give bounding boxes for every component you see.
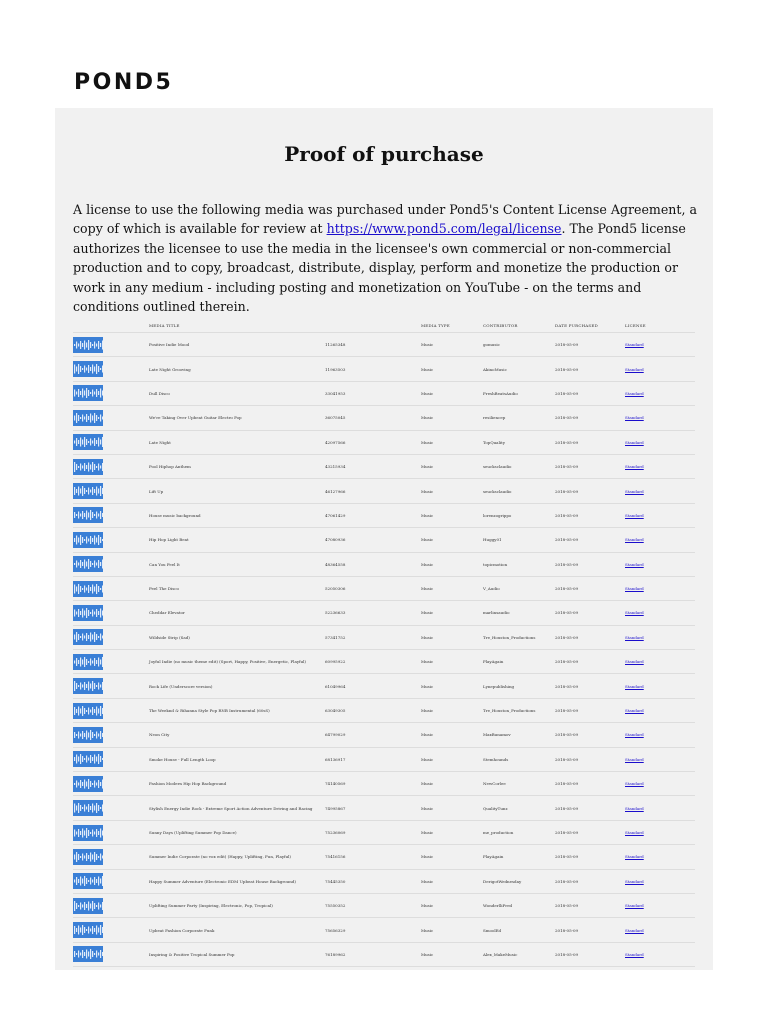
media-id-cell: 68136917 (325, 756, 346, 762)
media-title-cell: Fashion Modern Hip Hop Background (149, 781, 227, 787)
license-link[interactable]: Standard (625, 732, 644, 738)
contributor-cell: Stemhounds (483, 756, 509, 762)
license-link[interactable]: Standard (625, 903, 644, 909)
media-type-cell: Music (421, 586, 434, 592)
media-id-cell: 57341752 (325, 634, 346, 640)
table-row (73, 723, 695, 747)
media-type-cell: Music (421, 854, 434, 860)
date-purchased-cell: 2018-05-09 (555, 756, 579, 762)
table-row (73, 601, 695, 625)
date-purchased-cell: 2018-05-09 (555, 830, 579, 835)
media-title-cell: The Weeknd & Rihanna Style Pop RNB Instrumental (60sS) (149, 708, 270, 714)
date-purchased-cell: 2018-05-09 (555, 342, 579, 348)
contributor-cell: PlayAgain (483, 854, 504, 860)
date-purchased-cell: 2018-05-09 (555, 708, 579, 714)
table-row (73, 772, 695, 796)
media-id-cell: 52050306 (325, 586, 346, 592)
date-purchased-cell: 2018-05-09 (555, 464, 579, 470)
contributor-cell: seucksclaudio (483, 488, 512, 494)
table-row (73, 406, 695, 430)
contributor-cell: lorenzogrippo (483, 512, 512, 518)
contributor-cell: Lynepublishing (483, 683, 515, 689)
media-id-cell: 63049305 (325, 708, 346, 714)
waveform-thumbnail-icon[interactable] (73, 459, 103, 475)
media-id-cell: 74140569 (325, 781, 346, 787)
media-title-cell: Can You Feel It (149, 561, 180, 567)
media-title-cell: Stylish Energy Indie Rock - Extreme Sport Action Adventure Driving and Racing (149, 805, 313, 811)
waveform-thumbnail-icon[interactable] (73, 605, 103, 621)
media-type-cell: Music (421, 951, 434, 957)
date-purchased-cell: 2018-05-09 (555, 781, 579, 787)
media-type-cell: Music (421, 366, 434, 372)
thumbnail-cell (73, 942, 149, 966)
media-title-cell: Pool Hiphop Anthem (149, 464, 191, 470)
purchase-table (73, 318, 695, 967)
media-type-cell: Music (421, 683, 434, 689)
media-id-cell: 47080936 (325, 537, 346, 543)
table-row (73, 576, 695, 600)
date-purchased-cell: 2018-05-09 (555, 927, 579, 933)
media-title-cell: Joyful Indie (no music theme edit) (Sport, Happy, Positive, Energetic, Playful) (149, 659, 306, 665)
thumbnail-cell (73, 820, 149, 844)
table-row (73, 869, 695, 893)
license-link[interactable]: Standard (625, 537, 644, 543)
contributor-cell: NewCorlee (483, 781, 506, 787)
media-title-cell: Dull Disco (149, 390, 170, 396)
thumbnail-cell (73, 503, 149, 527)
contributor-cell: Alex_MakeMusic (483, 951, 518, 957)
media-type-cell: Music (421, 342, 434, 348)
media-type-cell: Music (421, 464, 434, 470)
media-id-cell: 76189962 (325, 951, 346, 957)
waveform-thumbnail-icon[interactable] (73, 410, 103, 426)
thumbnail-cell (73, 381, 149, 405)
media-type-cell: Music (421, 927, 434, 933)
header-license: LICENSE (625, 318, 695, 333)
waveform-thumbnail-icon[interactable] (73, 825, 103, 841)
media-type-cell: Music (421, 781, 434, 787)
table-row (73, 650, 695, 674)
table-row (73, 893, 695, 917)
waveform-thumbnail-icon[interactable] (73, 361, 103, 377)
contributor-cell: topicmotion (483, 561, 508, 567)
date-purchased-cell: 2018-05-09 (555, 586, 579, 592)
license-link[interactable]: Standard (625, 464, 644, 470)
thumbnail-cell (73, 430, 149, 454)
license-link[interactable]: Standard (625, 878, 644, 884)
thumbnail-cell (73, 454, 149, 478)
waveform-thumbnail-icon[interactable] (73, 727, 103, 743)
media-type-cell: Music (421, 537, 434, 543)
thumbnail-cell (73, 723, 149, 747)
contributor-cell: MaxBunamov (483, 732, 511, 738)
header-media-title: MEDIA TITLE (149, 318, 325, 333)
contributor-cell: WonderlliFred (483, 903, 513, 909)
media-type-cell: Music (421, 756, 434, 762)
waveform-thumbnail-icon[interactable] (73, 385, 103, 401)
contributor-cell: FreshBeatsAudio (483, 390, 518, 396)
license-link[interactable]: Standard (625, 854, 644, 860)
contributor-cell: Huggy01 (483, 537, 502, 543)
waveform-thumbnail-icon[interactable] (73, 507, 103, 523)
media-title-cell: Sunny Days (Uplifting Summer Pop Dance) (149, 830, 237, 835)
contributor-cell: QualityTunz (483, 805, 508, 811)
media-id-cell: 11265348 (325, 342, 346, 348)
license-link[interactable]: Standard (625, 634, 644, 640)
media-title-cell: Inspiring & Positive Tropical Summer Pop (149, 951, 235, 957)
license-link[interactable]: Standard (625, 927, 644, 933)
contributor-cell: resiliencep (483, 415, 506, 421)
contributor-cell: PlayAgain (483, 659, 504, 665)
license-link[interactable]: Standard (625, 512, 644, 518)
table-header-row (73, 318, 695, 333)
thumbnail-cell (73, 528, 149, 552)
media-title-cell: Lift Up (149, 488, 164, 494)
media-title-cell: Rock Life (Underscore version) (149, 683, 213, 689)
media-type-cell: Music (421, 415, 434, 421)
media-id-cell: 61049964 (325, 683, 346, 689)
media-title-cell: Late Night Grooving (149, 366, 191, 372)
media-type-cell: Music (421, 830, 434, 835)
table-row (73, 454, 695, 478)
media-id-cell: 48364558 (325, 561, 346, 567)
contributor-cell: Tre_Houston_Productions (483, 634, 536, 640)
waveform-thumbnail-icon[interactable] (73, 776, 103, 792)
license-link[interactable]: Standard (625, 586, 644, 592)
waveform-thumbnail-icon[interactable] (73, 483, 103, 499)
license-link[interactable]: Standard (625, 366, 644, 372)
media-type-cell: Music (421, 561, 434, 567)
proof-of-purchase-panel (55, 108, 713, 970)
contributor-cell: Tre_Houston_Productions (483, 708, 536, 714)
media-id-cell: 42097566 (325, 439, 346, 445)
table-row (73, 552, 695, 576)
date-purchased-cell: 2018-05-09 (555, 415, 579, 421)
media-id-cell: 33041953 (325, 390, 346, 396)
media-id-cell: 52236633 (325, 610, 346, 616)
thumbnail-cell (73, 406, 149, 430)
thumbnail-cell (73, 772, 149, 796)
date-purchased-cell: 2018-05-09 (555, 951, 579, 957)
media-type-cell: Music (421, 903, 434, 909)
date-purchased-cell: 2018-05-09 (555, 610, 579, 616)
media-title-cell: Happy Summer Adventure (Electronic EDM Upbeat House Background) (149, 878, 296, 884)
license-intro-paragraph (73, 200, 699, 316)
media-id-cell: 46127966 (325, 488, 346, 494)
header-date-purchased: DATE PURCHASED (555, 318, 625, 333)
media-title-cell: Upbeat Fashion Corporate Funk (149, 927, 215, 933)
date-purchased-cell: 2018-05-09 (555, 878, 579, 884)
thumbnail-cell (73, 893, 149, 917)
table-row (73, 918, 695, 942)
contributor-cell: SmoolEd (483, 927, 502, 933)
waveform-thumbnail-icon[interactable] (73, 654, 103, 670)
media-id-cell: 64799029 (325, 732, 346, 738)
license-link[interactable]: Standard (625, 390, 644, 396)
table-row (73, 747, 695, 771)
table-row (73, 430, 695, 454)
date-purchased-cell: 2018-05-09 (555, 561, 579, 567)
contributor-cell: gomusic (483, 342, 500, 348)
table-row (73, 796, 695, 820)
media-id-cell: 75416156 (325, 854, 346, 860)
thumbnail-cell (73, 479, 149, 503)
media-type-cell: Music (421, 390, 434, 396)
media-title-cell: Hip Hop Light Beat (149, 537, 189, 543)
waveform-thumbnail-icon[interactable] (73, 922, 103, 938)
license-link[interactable]: Standard (625, 415, 644, 421)
media-type-cell: Music (421, 708, 434, 714)
date-purchased-cell: 2018-05-09 (555, 537, 579, 543)
waveform-thumbnail-icon[interactable] (73, 898, 103, 914)
contributor-cell: seucksclaudio (483, 464, 512, 470)
contributor-cell: marlinsaudio (483, 610, 510, 616)
header-media-type: MEDIA TYPE (421, 318, 483, 333)
media-type-cell: Music (421, 488, 434, 494)
license-link[interactable]: Standard (625, 439, 644, 445)
license-link[interactable]: Standard (625, 488, 644, 494)
waveform-thumbnail-icon[interactable] (73, 434, 103, 450)
table-row (73, 357, 695, 381)
license-link[interactable]: Standard (625, 830, 644, 835)
waveform-thumbnail-icon[interactable] (73, 873, 103, 889)
date-purchased-cell: 2018-05-09 (555, 439, 579, 445)
media-title-cell: Summer Indie Corporate (no vox edit) (Happy, Uplifting, Fun, Playful) (149, 854, 291, 860)
media-type-cell: Music (421, 878, 434, 884)
date-purchased-cell: 2018-05-09 (555, 488, 579, 494)
thumbnail-cell (73, 601, 149, 625)
page-title: Proof of purchase (284, 142, 484, 166)
thumbnail-cell (73, 650, 149, 674)
contributor-cell: DerigotWednesday (483, 878, 522, 884)
thumbnail-cell (73, 747, 149, 771)
table-row (73, 503, 695, 527)
thumbnail-cell (73, 869, 149, 893)
waveform-thumbnail-icon[interactable] (73, 751, 103, 767)
table-row (73, 942, 695, 966)
waveform-thumbnail-icon[interactable] (73, 946, 103, 962)
table-row (73, 333, 695, 357)
table-row (73, 625, 695, 649)
license-link[interactable]: Standard (625, 756, 644, 762)
waveform-thumbnail-icon[interactable] (73, 849, 103, 865)
thumbnail-cell (73, 552, 149, 576)
license-link[interactable]: Standard (625, 708, 644, 714)
thumbnail-cell (73, 918, 149, 942)
header-contributor: CONTRIBUTOR (483, 318, 555, 333)
contributor-cell: V_Audio (483, 586, 500, 592)
date-purchased-cell: 2018-05-09 (555, 512, 579, 518)
header-thumbnail (73, 318, 149, 333)
license-link[interactable]: Standard (625, 659, 644, 665)
waveform-thumbnail-icon[interactable] (73, 678, 103, 694)
table-row (73, 674, 695, 698)
date-purchased-cell: 2018-05-09 (555, 659, 579, 665)
media-title-cell: Cheddar Elevator (149, 610, 185, 616)
table-row (73, 479, 695, 503)
thumbnail-cell (73, 845, 149, 869)
license-link[interactable]: Standard (625, 342, 644, 348)
license-link[interactable]: Standard (625, 951, 644, 957)
media-title-cell: Late Night (149, 439, 171, 445)
waveform-thumbnail-icon[interactable] (73, 556, 103, 572)
media-title-cell: Neon City (149, 732, 170, 738)
date-purchased-cell: 2018-05-09 (555, 366, 579, 372)
date-purchased-cell: 2018-05-09 (555, 390, 579, 396)
thumbnail-cell (73, 576, 149, 600)
waveform-thumbnail-icon[interactable] (73, 581, 103, 597)
date-purchased-cell: 2018-05-09 (555, 683, 579, 689)
media-id-cell: 75445350 (325, 878, 346, 884)
waveform-thumbnail-icon[interactable] (73, 629, 103, 645)
license-link[interactable]: Standard (625, 561, 644, 567)
media-id-cell: 75656329 (325, 927, 346, 933)
media-type-cell: Music (421, 659, 434, 665)
table-row (73, 381, 695, 405)
contributor-cell: TopQuality (483, 439, 505, 445)
date-purchased-cell: 2018-05-09 (555, 732, 579, 738)
intro-text-after-link: . The Pond5 license authorizes the licensee to use the media in the licensee's own commercial or non-commercial production and to copy, broadcast, distribute, display, perform and monetize the production or work in any medium - including posting and monetization on YouTube - on the terms and conditions outlined therein. (73, 221, 686, 315)
date-purchased-cell: 2018-05-09 (555, 634, 579, 640)
table-row (73, 820, 695, 844)
header-media-id (325, 318, 421, 333)
license-link[interactable]: Standard (625, 683, 644, 689)
license-link[interactable]: Standard (625, 781, 644, 787)
media-id-cell: 75550352 (325, 903, 346, 909)
license-link[interactable]: https://www.pond5.com/legal/license (326, 221, 562, 237)
waveform-thumbnail-icon[interactable] (73, 800, 103, 816)
media-title-cell: House music background (149, 512, 201, 518)
media-id-cell: 60995922 (325, 659, 346, 665)
media-id-cell: 74995867 (325, 805, 346, 811)
waveform-thumbnail-icon[interactable] (73, 532, 103, 548)
media-type-cell: Music (421, 732, 434, 738)
waveform-thumbnail-icon[interactable] (73, 337, 103, 353)
license-link[interactable]: Standard (625, 805, 644, 811)
intro-text-before-link: A license to use the following media was purchased under Pond5's Content License Agreement, a copy of which is available for review at (73, 202, 697, 237)
media-type-cell: Music (421, 610, 434, 616)
thumbnail-cell (73, 625, 149, 649)
license-link[interactable]: Standard (625, 610, 644, 616)
thumbnail-cell (73, 357, 149, 381)
media-id-cell: 11963503 (325, 366, 346, 372)
media-id-cell: 43215934 (325, 464, 346, 470)
media-id-cell: 36075045 (325, 415, 346, 421)
thumbnail-cell (73, 698, 149, 722)
media-title-cell: Feel The Disco (149, 586, 179, 592)
thumbnail-cell (73, 674, 149, 698)
media-type-cell: Music (421, 439, 434, 445)
media-type-cell: Music (421, 634, 434, 640)
contributor-cell: AkinoMusic (483, 366, 507, 372)
media-id-cell: 47061429 (325, 512, 346, 518)
media-id-cell: 75236069 (325, 830, 346, 835)
media-title-cell: We're Taking Over Upbeat Guitar Electro Pop (149, 415, 242, 421)
pond5-logo: POND5 (74, 70, 174, 95)
table-row (73, 528, 695, 552)
media-title-cell: Smoke House - Full Length Loop (149, 756, 216, 762)
table-row (73, 845, 695, 869)
media-title-cell: Uplifting Summer Party (Inspiring, Electronic, Pop, Tropical) (149, 903, 273, 909)
media-title-cell: Wildside Strip (Sad) (149, 634, 190, 640)
date-purchased-cell: 2018-05-09 (555, 805, 579, 811)
waveform-thumbnail-icon[interactable] (73, 703, 103, 719)
media-type-cell: Music (421, 805, 434, 811)
thumbnail-cell (73, 333, 149, 357)
media-type-cell: Music (421, 512, 434, 518)
media-title-cell: Positive Indie Mood (149, 342, 190, 348)
table-row (73, 698, 695, 722)
date-purchased-cell: 2018-05-09 (555, 854, 579, 860)
contributor-cell: me_production (483, 830, 514, 835)
thumbnail-cell (73, 796, 149, 820)
date-purchased-cell: 2018-05-09 (555, 903, 579, 909)
